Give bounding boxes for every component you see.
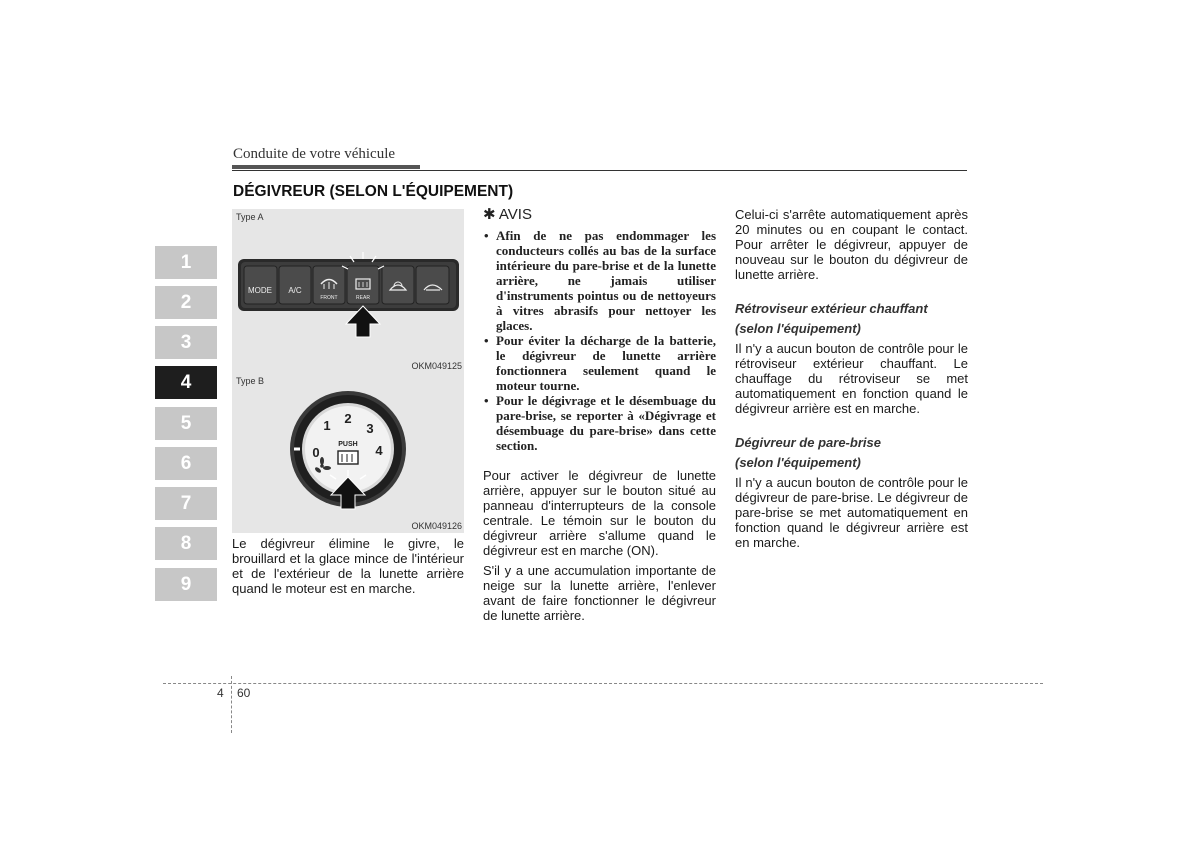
dial-number-0: 0: [312, 445, 320, 460]
heated-mirror-heading-note: (selon l'équipement): [735, 321, 861, 336]
dial-number-1: 1: [323, 418, 331, 433]
heated-mirror-paragraph: Il n'y a aucun bouton de contrôle pour le rétroviseur extérieur chauffant. Le chauffage du rétroviseur se met automatiquement en fonction quand le dégivreur arrière est en marche.: [735, 341, 968, 416]
dial-number-2: 2: [344, 411, 352, 426]
windshield-defroster-heading-note: (selon l'équipement): [735, 455, 861, 470]
heated-mirror-heading: Rétroviseur extérieur chauffant: [735, 301, 928, 316]
header-rule-accent: [232, 165, 420, 169]
chapter-tab-1[interactable]: 1: [155, 246, 217, 279]
avis-title: ✱ AVIS: [483, 206, 532, 223]
dial-number-3: 3: [366, 421, 374, 436]
push-label: PUSH: [338, 441, 358, 448]
rear-defrost-icon: [338, 451, 358, 464]
ac-button-label: A/C: [288, 286, 302, 295]
running-head: Conduite de votre véhicule: [233, 146, 396, 162]
windshield-defroster-heading: Dégivreur de pare-brise: [735, 435, 881, 450]
activation-paragraph: Pour activer le dégivreur de lunette arrière, appuyer sur le bouton situé au panneau d'interrupteurs de la console centrale. Le témoin sur le bouton du dégivreur arrière s'allume quand le dégivreur est en marche (ON).: [483, 468, 716, 558]
figure-type-a: [232, 209, 464, 373]
windshield-defroster-paragraph: Il n'y a aucun bouton de contrôle pour le dégivreur de pare-brise. Le dégivreur de pare-brise se met automatiquement en fonction quand le dégivreur arrière est en marche.: [735, 475, 968, 550]
auto-stop-paragraph: Celui-ci s'arrête automatiquement après 20 minutes ou en coupant le contact. Pour arrêter le dégivreur, appuyer de nouveau sur le bouton du dégivreur de lunette arrière.: [735, 207, 968, 282]
front-button-label: FRONT: [320, 295, 338, 301]
figure-type-b: [232, 373, 464, 533]
avis-item: • Pour le dégivrage et le désembuage du pare-brise, se reporter à «Dégivrage et désembuage du pare-brise» dans cette section.: [483, 393, 716, 453]
figure-type-b-label: Type B: [236, 376, 265, 386]
chapter-tab-4[interactable]: 4: [155, 366, 217, 399]
snow-paragraph: S'il y a une accumulation importante de neige sur la lunette arrière, l'enlever avant de faire fonctionner le dégivreur de lunette arrière.: [483, 563, 716, 623]
figure-type-a-label: Type A: [236, 212, 264, 222]
page-chapter: 4: [217, 686, 224, 700]
column-3: [735, 207, 968, 555]
dial-number-4: 4: [375, 443, 383, 458]
chapter-tab-8[interactable]: 8: [155, 527, 217, 560]
column-1: [232, 536, 464, 601]
rotary-dial-illustration: [232, 373, 464, 533]
figure-type-b-code: OKM049126: [411, 521, 462, 531]
rear-button-label: REAR: [356, 295, 370, 301]
chapter-tab-5[interactable]: 5: [155, 407, 217, 440]
avis-item: • Afin de ne pas endommager les conducteurs collés au bas de la surface intérieure du pare-brise et de la lunette arrière, ne jamais utiliser d'instruments pointus ou de nettoyeurs à vitres abrasifs pour nettoyer les glaces.: [483, 228, 716, 333]
column-2-text: [483, 468, 716, 628]
chapter-tab-7[interactable]: 7: [155, 487, 217, 520]
intro-paragraph: Le dégivreur élimine le givre, le brouillard et la glace mince de l'intérieur et de l'extérieur de la lunette arrière quand le moteur est en marche.: [232, 536, 464, 596]
footer-rule: [163, 683, 1043, 684]
figure-type-a-code: OKM049125: [411, 361, 462, 371]
avis-item: • Pour éviter la décharge de la batterie, le dégivreur de lunette arrière fonctionnera seulement quand le moteur tourne.: [483, 333, 716, 393]
chapter-tab-3[interactable]: 3: [155, 326, 217, 359]
chapter-tab-9[interactable]: 9: [155, 568, 217, 601]
mode-button-label: MODE: [248, 286, 272, 295]
chapter-tab-6[interactable]: 6: [155, 447, 217, 480]
avis-list: [483, 228, 716, 453]
page-number: 60: [237, 686, 251, 700]
header-rule: [232, 170, 967, 171]
switch-panel-illustration: [232, 209, 464, 373]
chapter-tab-2[interactable]: 2: [155, 286, 217, 319]
footer-divider: [231, 676, 232, 733]
section-title: DÉGIVREUR (SELON L'ÉQUIPEMENT): [233, 183, 514, 200]
